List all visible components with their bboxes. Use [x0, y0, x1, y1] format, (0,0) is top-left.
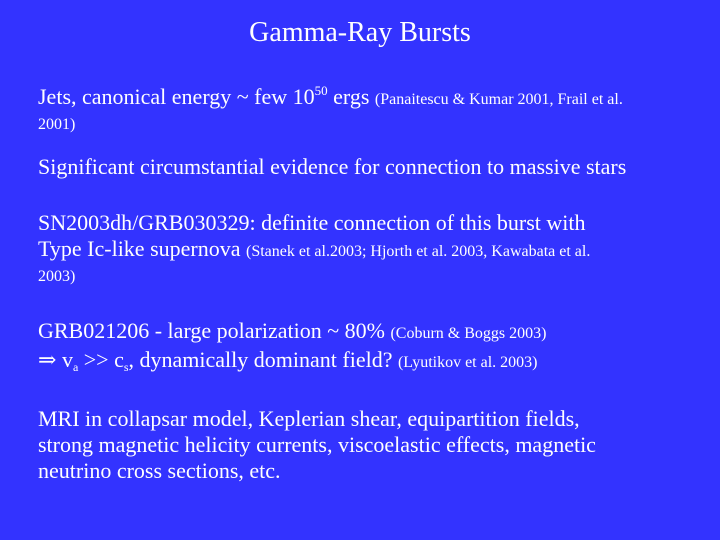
jets-citation-year: 2001): [38, 116, 76, 133]
lyutikov-citation: (Lyutikov et al. 2003): [397, 354, 538, 371]
paragraph-evidence: Significant circumstantial evidence for connection to massive stars: [38, 154, 627, 179]
jets-units: ergs: [327, 84, 375, 109]
paragraph-mri: [38, 406, 698, 484]
paragraph-sn2003dh: [38, 210, 698, 289]
sn2003dh-citation-year: 2003): [38, 268, 76, 285]
mri-line2: strong magnetic helicity currents, viscoelastic effects, magnetic: [38, 432, 596, 457]
paragraph-jets: [38, 84, 698, 137]
grb021206-line1: GRB021206 - large polarization ~ 80%: [38, 318, 391, 343]
implies-arrow: ⇒: [38, 347, 62, 372]
comparison: >> c: [78, 347, 124, 372]
jets-text: Jets, canonical energy ~ few 10: [38, 84, 315, 109]
mri-line3: neutrino cross sections, etc.: [38, 458, 281, 483]
sound-subscript: s: [123, 360, 129, 374]
sn2003dh-line1: SN2003dh/GRB030329: definite connection of this burst with: [38, 210, 586, 235]
mri-line1: MRI in collapsar model, Keplerian shear, equipartition fields,: [38, 406, 580, 431]
slide-title: Gamma-Ray Bursts: [249, 17, 471, 48]
paragraph-grb021206: [38, 318, 698, 376]
alfven-v: v: [61, 347, 73, 372]
grb021206-line2: , dynamically dominant field?: [128, 347, 398, 372]
alfven-subscript: a: [72, 360, 79, 374]
jets-citation: (Panaitescu & Kumar 2001, Frail et al.: [374, 91, 623, 108]
sn2003dh-line2: Type Ic-like supernova: [38, 236, 246, 261]
sn2003dh-citation: (Stanek et al.2003; Hjorth et al. 2003, Kawabata et al.: [246, 243, 591, 260]
exponent: 50: [314, 83, 328, 98]
grb021206-citation: (Coburn & Boggs 2003): [390, 325, 547, 342]
